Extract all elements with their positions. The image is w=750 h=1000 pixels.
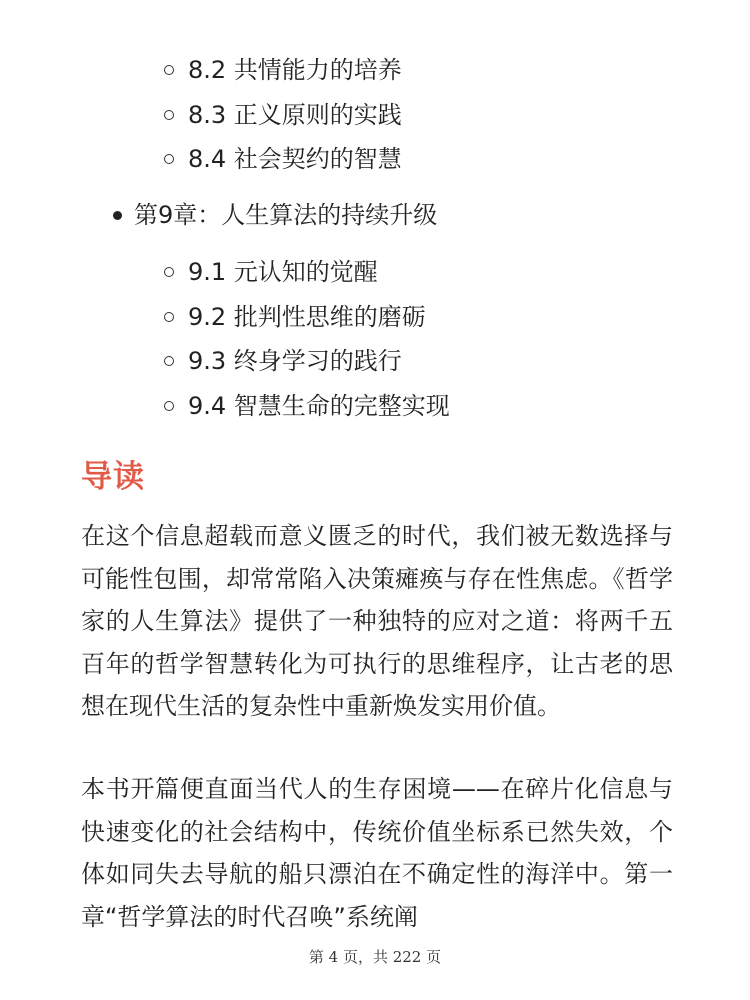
toc-section-9-4[interactable] bbox=[188, 384, 450, 429]
intro-paragraph-2: 本书开篇便直面当代人的生存困境——在碎片化信息与快速变化的社会结构中，传统价值坐标系已然失效，个体如同失去导航的船只漂泊在不确定性的海洋中。第一章“哲学算法的时代召唤”系统阐 bbox=[81, 775, 673, 931]
hollow-bullet-icon bbox=[164, 154, 174, 164]
hollow-bullet-icon bbox=[164, 110, 174, 120]
hollow-bullet-icon bbox=[164, 65, 174, 75]
hollow-bullet-icon bbox=[164, 401, 174, 411]
toc-section-label: 8.4 社会契约的智慧 bbox=[188, 145, 402, 173]
toc-section-label: 8.3 正义原则的实践 bbox=[188, 100, 402, 129]
hollow-bullet-icon bbox=[164, 312, 174, 322]
toc-section-label: 9.4 智慧生命的完整实现 bbox=[188, 391, 450, 420]
toc-section-9-1[interactable] bbox=[188, 250, 450, 295]
toc-section-8-4[interactable] bbox=[188, 137, 402, 182]
intro-heading: 导读 bbox=[81, 459, 145, 495]
toc-chapter-label: 第9章：人生算法的持续升级 bbox=[134, 201, 438, 229]
toc-section-label: 8.2 共情能力的培养 bbox=[188, 56, 402, 84]
toc-chapter-9[interactable] bbox=[134, 193, 437, 237]
toc-section-label: 9.2 批判性思维的磨砺 bbox=[188, 302, 426, 331]
toc-section-8-2[interactable] bbox=[188, 48, 402, 93]
hollow-bullet-icon bbox=[164, 267, 174, 277]
toc-section-label: 9.1 元认知的觉醒 bbox=[188, 258, 378, 286]
toc-section-9-3[interactable] bbox=[188, 339, 450, 384]
toc-section-9-2[interactable] bbox=[188, 295, 450, 340]
hollow-bullet-icon bbox=[164, 356, 174, 366]
toc-section-8-3[interactable] bbox=[188, 93, 402, 138]
intro-paragraph-1: 在这个信息超载而意义匮乏的时代，我们被无数选择与可能性包围，却常常陷入决策瘫痪与存在性焦虑。《哲学家的人生算法》提供了一种独特的应对之道：将两千五百年的哲学智慧转化为可执行的思维程序，让古老的思想在现代生活的复杂性中重新焕发实用价值。 bbox=[81, 522, 673, 720]
filled-bullet-icon bbox=[113, 211, 122, 220]
chapter-8-section-list bbox=[188, 48, 402, 182]
page-number-footer: 第 4 页，共 222 页 bbox=[308, 948, 442, 966]
toc-section-label: 9.3 终身学习的践行 bbox=[188, 347, 402, 375]
chapter-9-section-list bbox=[188, 250, 450, 428]
